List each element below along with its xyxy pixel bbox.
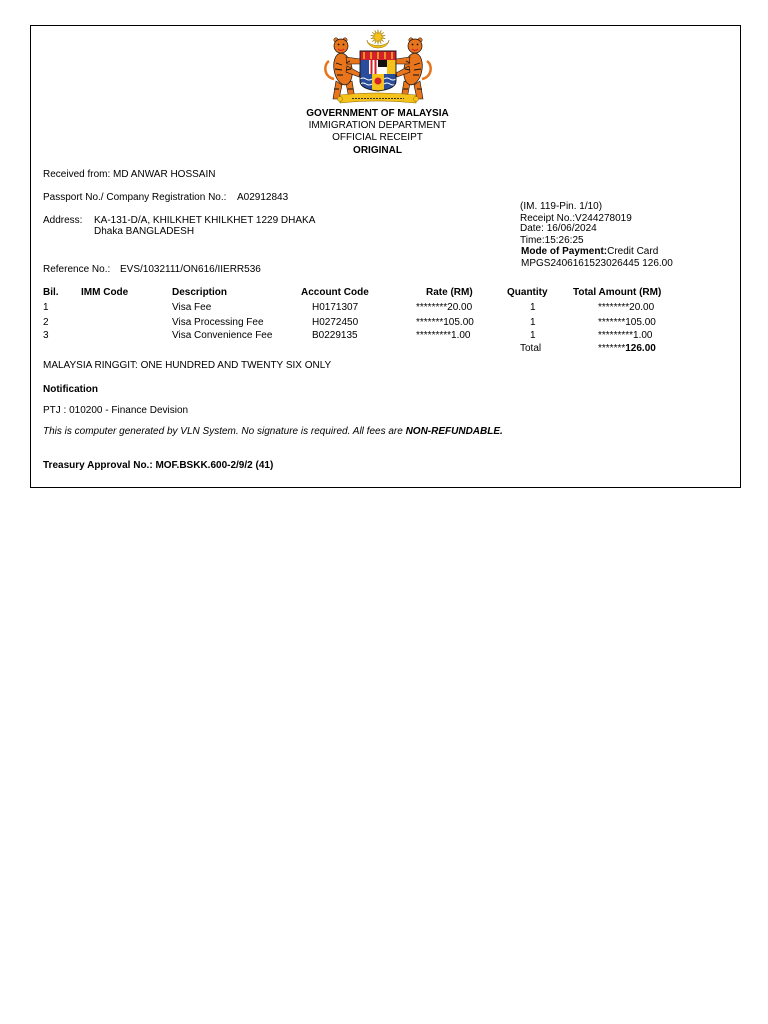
row-quantity: 1	[530, 317, 536, 328]
row-bil: 3	[43, 330, 49, 341]
col-header-quantity: Quantity	[507, 287, 548, 298]
time-value: 15:26:25	[544, 235, 584, 246]
document-title: OFFICIAL RECEIPT	[332, 132, 423, 143]
reference-label: Reference No.:	[43, 264, 111, 275]
row-quantity: 1	[530, 302, 536, 313]
form-code: (IM. 119-Pin. 1/10)	[520, 201, 603, 212]
row-description: Visa Convenience Fee	[172, 330, 273, 341]
disclaimer-line	[43, 426, 503, 438]
grand-total-amount: 126.00	[625, 343, 656, 354]
row-rate: *******105.00	[416, 317, 474, 328]
address-line-1: KA-131-D/A, KHILKHET KHILKHET 1229 DHAKA	[94, 215, 316, 226]
total-label: Total	[520, 343, 542, 354]
row-account-code: H0272450	[312, 317, 359, 328]
address-line-2: Dhaka BANGLADESH	[94, 226, 195, 237]
receipt-number-label: Receipt No.:	[520, 213, 576, 224]
disclaimer-text: This is computer generated by VLN System. No signature is required. All fees are	[43, 426, 403, 437]
row-bil: 2	[43, 317, 49, 328]
treasury-approval-label: Treasury Approval No.:	[43, 460, 153, 471]
non-refundable-emphasis: NON-REFUNDABLE.	[405, 426, 503, 437]
col-header-imm-code: IMM Code	[81, 287, 129, 298]
amount-in-words: MALAYSIA RINGGIT: ONE HUNDRED AND TWENTY SIX ONLY	[43, 360, 332, 371]
payment-mode-label: Mode of Payment:	[521, 246, 608, 257]
row-description: Visa Fee	[172, 302, 212, 313]
grand-total	[598, 343, 656, 355]
col-header-bil: Bil.	[43, 287, 59, 298]
date-label: Date:	[520, 223, 544, 234]
received-from-line	[43, 169, 215, 181]
address-label: Address:	[43, 215, 83, 226]
col-header-description: Description	[172, 287, 228, 298]
row-description: Visa Processing Fee	[172, 317, 264, 328]
row-account-code: B0229135	[312, 330, 358, 341]
row-account-code: H0171307	[312, 302, 359, 313]
row-quantity: 1	[530, 330, 536, 341]
receipt-number-value: V244278019	[575, 213, 632, 224]
col-header-account-code: Account Code	[301, 287, 369, 298]
row-total: *******105.00	[598, 317, 656, 328]
row-total: *********1.00	[598, 330, 653, 341]
passport-value: A02912843	[237, 192, 289, 203]
row-rate: *********1.00	[416, 330, 471, 341]
col-header-rate: Rate (RM)	[426, 287, 473, 298]
ptj-line: PTJ : 010200 - Finance Devision	[43, 405, 189, 416]
treasury-approval-line	[43, 460, 273, 472]
treasury-approval-value: MOF.BSKK.600-2/9/2 (41)	[155, 460, 274, 471]
time-line	[520, 235, 584, 246]
payment-mode-value: Credit Card	[607, 246, 659, 257]
transaction-amount: 126.00	[642, 258, 673, 269]
row-total: ********20.00	[598, 302, 655, 313]
date-value: 16/06/2024	[546, 223, 597, 234]
received-from-value: MD ANWAR HOSSAIN	[113, 169, 216, 180]
date-line	[520, 223, 597, 234]
transaction-line	[521, 258, 673, 269]
government-heading: GOVERNMENT OF MALAYSIA	[306, 108, 449, 119]
transaction-ref: MPGS2406161523026445	[521, 258, 640, 269]
received-from-label: Received from:	[43, 169, 111, 180]
department-heading: IMMIGRATION DEPARTMENT	[308, 120, 447, 131]
row-rate: ********20.00	[416, 302, 473, 313]
copy-type-label: ORIGINAL	[353, 145, 402, 156]
row-bil: 1	[43, 302, 49, 313]
coat-of-arms-icon	[322, 29, 434, 109]
payment-mode-line	[521, 246, 658, 257]
col-header-total: Total Amount (RM)	[573, 287, 662, 298]
passport-label: Passport No./ Company Registration No.:	[43, 192, 227, 203]
time-label: Time:	[520, 235, 545, 246]
grand-total-mask: *******	[598, 343, 626, 354]
reference-value: EVS/1032111/ON616/IIERR536	[120, 264, 261, 275]
notification-title: Notification	[43, 384, 98, 395]
